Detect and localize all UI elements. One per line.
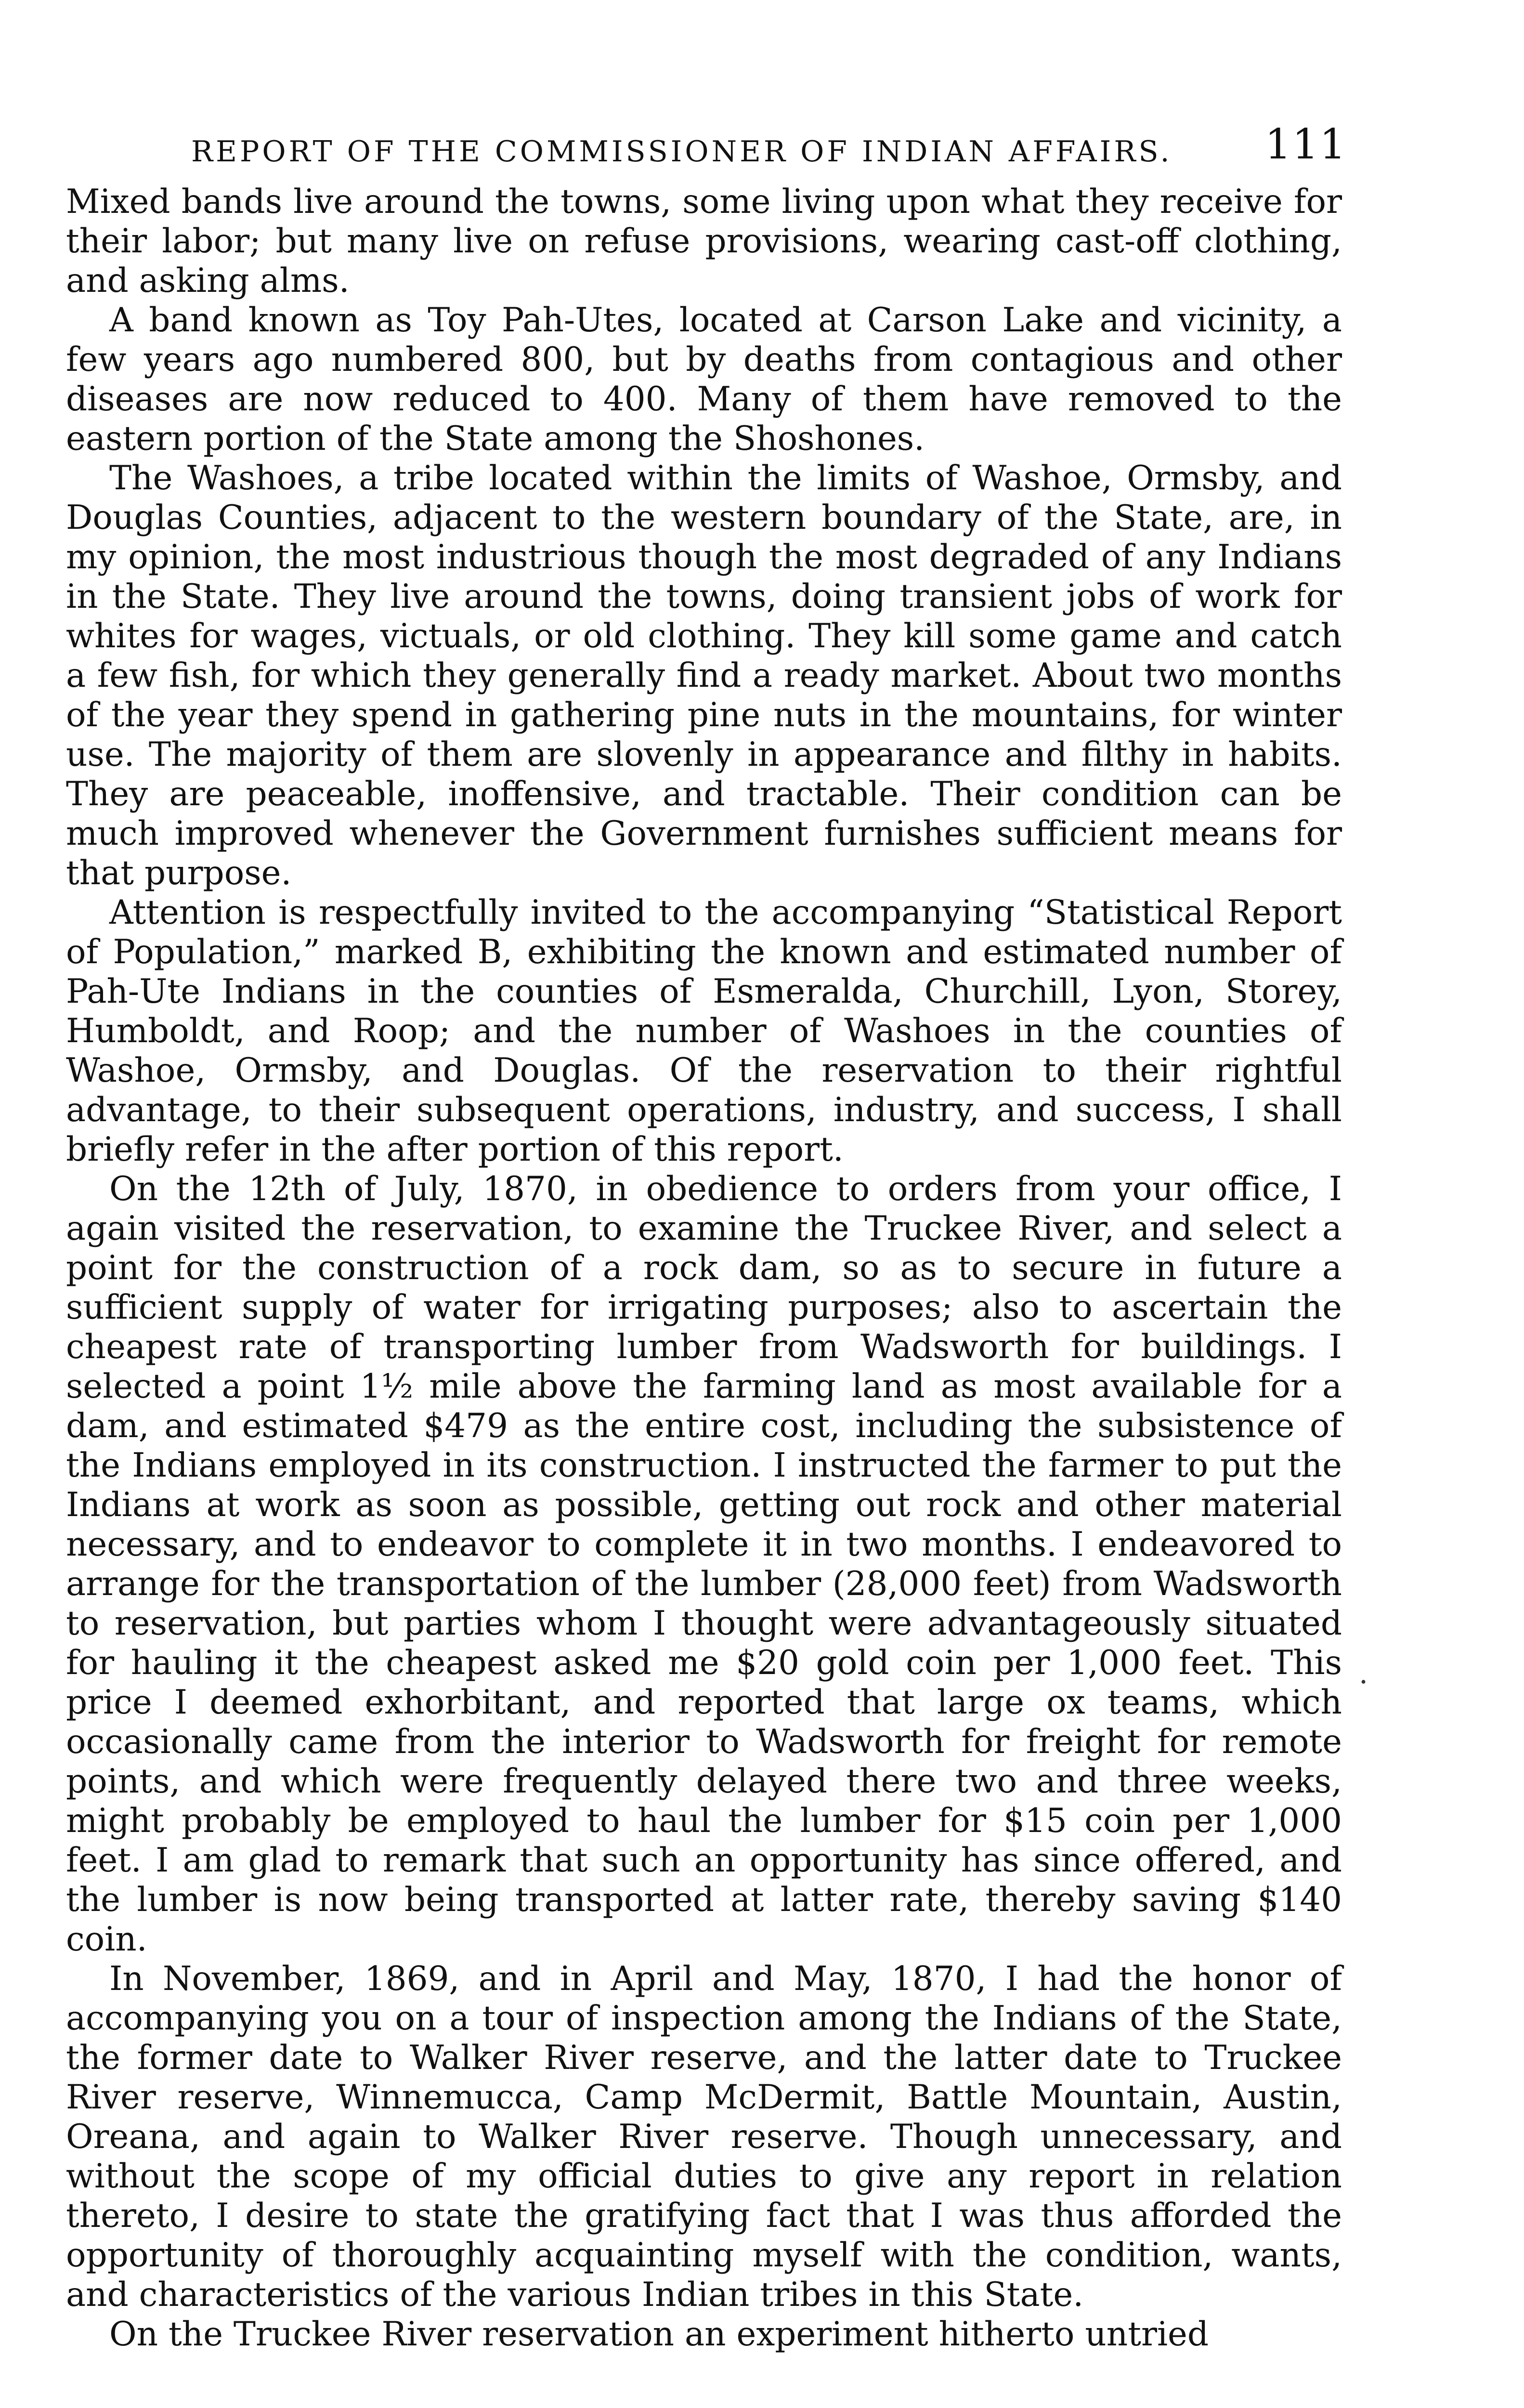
running-title: REPORT OF THE COMMISSIONER OF INDIAN AFFAIRS. xyxy=(191,135,1172,169)
stray-print-mark: . xyxy=(1359,1657,1368,1690)
running-head xyxy=(66,116,1347,173)
body-text xyxy=(66,182,1342,2354)
paragraph-inspection-tour: In November, 1869, and in April and May, 1870, I had the honor of accompanying you on a tour of inspection among the Indians of the State, the former date to Walker River reserve, and the latter date to Truckee River reserve, Winnemucca, Camp McDermit, Battle Mountain, Austin, Oreana, and again to Walker River reserve. Though unnecessary, and without the scope of my official duties to give any report in relation thereto, I desire to state the gratifying fact that I was thus afforded the opportunity of thoroughly acquainting myself with the condition, wants, and characteristics of the various Indian tribes in this State. xyxy=(66,1960,1342,2314)
document-page xyxy=(66,116,1347,2354)
paragraph-truckee-dam: On the 12th of July, 1870, in obedience to orders from your office, I again visited the reservation, to examine the Truckee River, and select a point for the construction of a rock dam, so as to secure in future a sufficient supply of water for irrigating purposes; also to ascertain the cheapest rate of transporting lumber from Wadsworth for buildings. I selected a point 1½ mile above the farming land as most available for a dam, and estimated $479 as the entire cost, including the subsistence of the Indians employed in its construction. I instructed the farmer to put the Indians at work as soon as possible, getting out rock and other material necessary, and to endeavor to complete it in two months. I endeavored to arrange for the transportation of the lumber (28,000 feet) from Wadsworth to reservation, but parties whom I thought were advantageously situated for hauling it the cheapest asked me $20 gold coin per 1,000 feet. This price I deemed exhorbitant, and reported that large ox teams, which occasionally came from the interior to Wadsworth for freight for remote points, and which were frequently delayed there two and three weeks, might probably be employed to haul the lumber for $15 coin per 1,000 feet. I am glad to remark that such an opportunity has since offered, and the lumber is now being transported at latter rate, thereby saving $140 coin. xyxy=(66,1170,1342,1959)
paragraph-toy-pah-utes: A band known as Toy Pah-Utes, located at Carson Lake and vicinity, a few years ago numbered 800, but by deaths from contagious and other diseases are now reduced to 400. Many of them have removed to the eastern portion of the State among the Shoshones. xyxy=(66,301,1342,458)
paragraph-statistical-report: Attention is respectfully invited to the accompanying “Statistical Report of Population,” marked B, exhibiting the known and estimated number of Pah-Ute Indians in the counties of Esmeralda, Churchill, Lyon, Storey, Humboldt, and Roop; and the number of Washoes in the counties of Washoe, Ormsby, and Douglas. Of the reservation to their rightful advantage, to their subsequent operations, industry, and success, I shall briefly refer in the after portion of this report. xyxy=(66,893,1342,1169)
paragraph-truckee-experiment: On the Truckee River reservation an experiment hitherto untried xyxy=(109,2315,1209,2354)
page-number: 111 xyxy=(1264,120,1347,169)
paragraph-washoes: The Washoes, a tribe located within the limits of Washoe, Ormsby, and Douglas Counties, adjacent to the western boundary of the State, are, in my opinion, the most industrious though the most degraded of any Indians in the State. They live around the towns, doing transient jobs of work for whites for wages, victuals, or old clothing. They kill some game and catch a few fish, for which they generally find a ready market. About two months of the year they spend in gathering pine nuts in the mountains, for winter use. The majority of them are slovenly in appearance and filthy in habits. They are peaceable, inoffensive, and tractable. Their condition can be much improved whenever the Government furnishes sufficient means for that purpose. xyxy=(66,459,1342,892)
paragraph-mixed-bands: Mixed bands live around the towns, some living upon what they receive for their labor; but many live on refuse provisions, wearing cast-off clothing, and asking alms. xyxy=(66,183,1342,300)
